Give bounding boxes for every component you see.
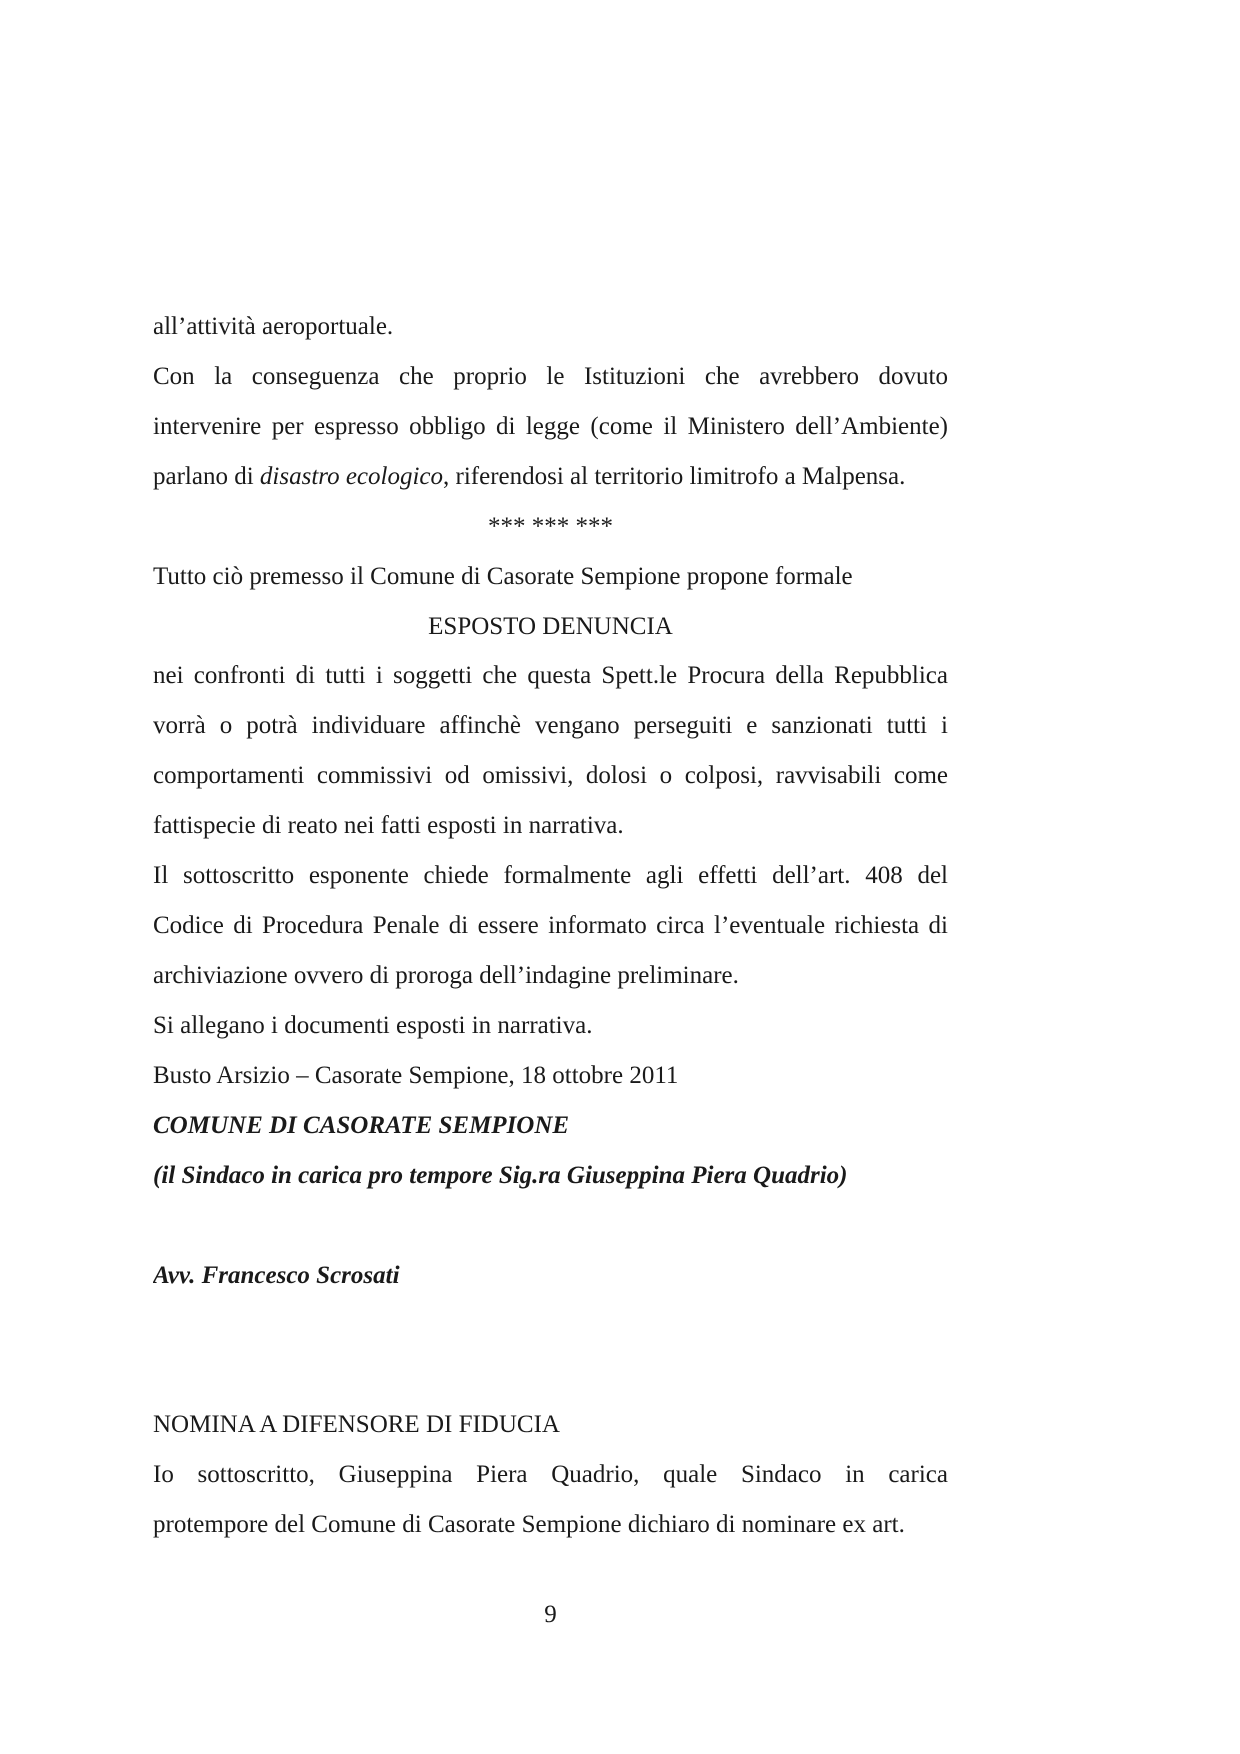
page-number: 9 — [544, 1601, 557, 1628]
body-line: protempore del Comune di Casorate Sempione dichiaro di nominare ex art. — [153, 1511, 905, 1539]
body-line: all’attività aeroportuale. — [153, 313, 394, 340]
body-line: Con la conseguenza che proprio le Istituzioni che avrebbero dovuto — [153, 362, 948, 390]
body-line: Il sottoscritto esponente chiede formalmente agli effetti dell’art. 408 del — [153, 862, 948, 890]
body-line: nei confronti di tutti i soggetti che questa Spett.le Procura della Repubblica — [153, 662, 948, 690]
body-line: Tutto ciò premesso il Comune di Casorate Sempione propone formale — [153, 562, 853, 590]
document-text-block — [153, 302, 948, 1550]
signature-avvocato: Avv. Francesco Scrosati — [153, 1261, 400, 1289]
heading-nomina-difensore: NOMINA A DIFENSORE DI FIDUCIA — [153, 1411, 560, 1439]
heading-esposto-denuncia: ESPOSTO DENUNCIA — [428, 612, 673, 640]
separator-asterisks: *** *** *** — [488, 512, 613, 540]
body-line — [153, 452, 948, 502]
body-text: parlano di — [153, 462, 260, 490]
body-line: comportamenti commissivi od omissivi, dolosi o colposi, ravvisabili come — [153, 762, 948, 790]
body-line: Si allegano i documenti esposti in narrativa. — [153, 1011, 593, 1039]
body-line: intervenire per espresso obbligo di legge (come il Ministero dell’Ambiente) — [153, 412, 948, 440]
emphasized-text: disastro ecologico — [259, 462, 444, 490]
body-line: Io sottoscritto, Giuseppina Piera Quadrio, quale Sindaco in carica — [153, 1461, 948, 1489]
body-line: fattispecie di reato nei fatti esposti in narrativa. — [153, 812, 624, 840]
signatory-sindaco: (il Sindaco in carica pro tempore Sig.ra Giuseppina Piera Quadrio) — [153, 1161, 848, 1189]
signatory-comune: COMUNE DI CASORATE SEMPIONE — [153, 1111, 570, 1139]
body-line: archiviazione ovvero di proroga dell’indagine preliminare. — [153, 961, 739, 989]
blank-line — [153, 1300, 948, 1350]
body-line: vorrà o potrà individuare affinchè vengano perseguiti e sanzionati tutti i — [153, 712, 948, 740]
blank-line — [153, 1350, 948, 1400]
date-line: Busto Arsizio – Casorate Sempione, 18 ottobre 2011 — [153, 1061, 679, 1089]
body-text: , riferendosi al territorio limitrofo a Malpensa. — [443, 462, 906, 490]
blank-line — [153, 1201, 948, 1251]
body-line: Codice di Procedura Penale di essere informato circa l’eventuale richiesta di — [153, 912, 948, 940]
